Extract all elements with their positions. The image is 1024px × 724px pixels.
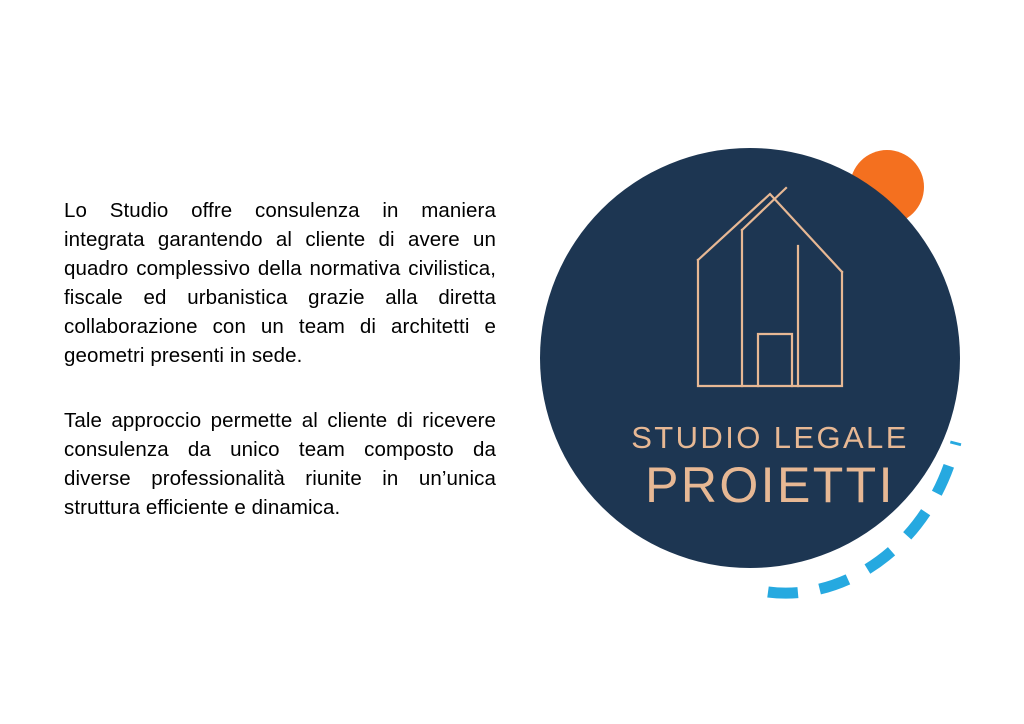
body-text-column [64, 196, 496, 522]
logo-name-line: PROIETTI [645, 457, 895, 513]
house-outline-icon [680, 186, 860, 416]
logo-title-line: STUDIO LEGALE [631, 420, 909, 455]
paragraph-2: Tale approccio permette al cliente di ricevere consulenza da unico team composto da diverse professionalità riunite in un’unica struttura efficiente e dinamica. [64, 409, 496, 519]
paragraph-1: Lo Studio offre consulenza in maniera integrata garantendo al cliente di avere un quadro complessivo della normativa civilistica, fiscale ed urbanistica grazie alla diretta collaborazione con un team di architetti e geometri presenti in sede. [64, 199, 496, 367]
logo-cluster [520, 130, 990, 610]
navy-circle-badge [540, 148, 960, 568]
